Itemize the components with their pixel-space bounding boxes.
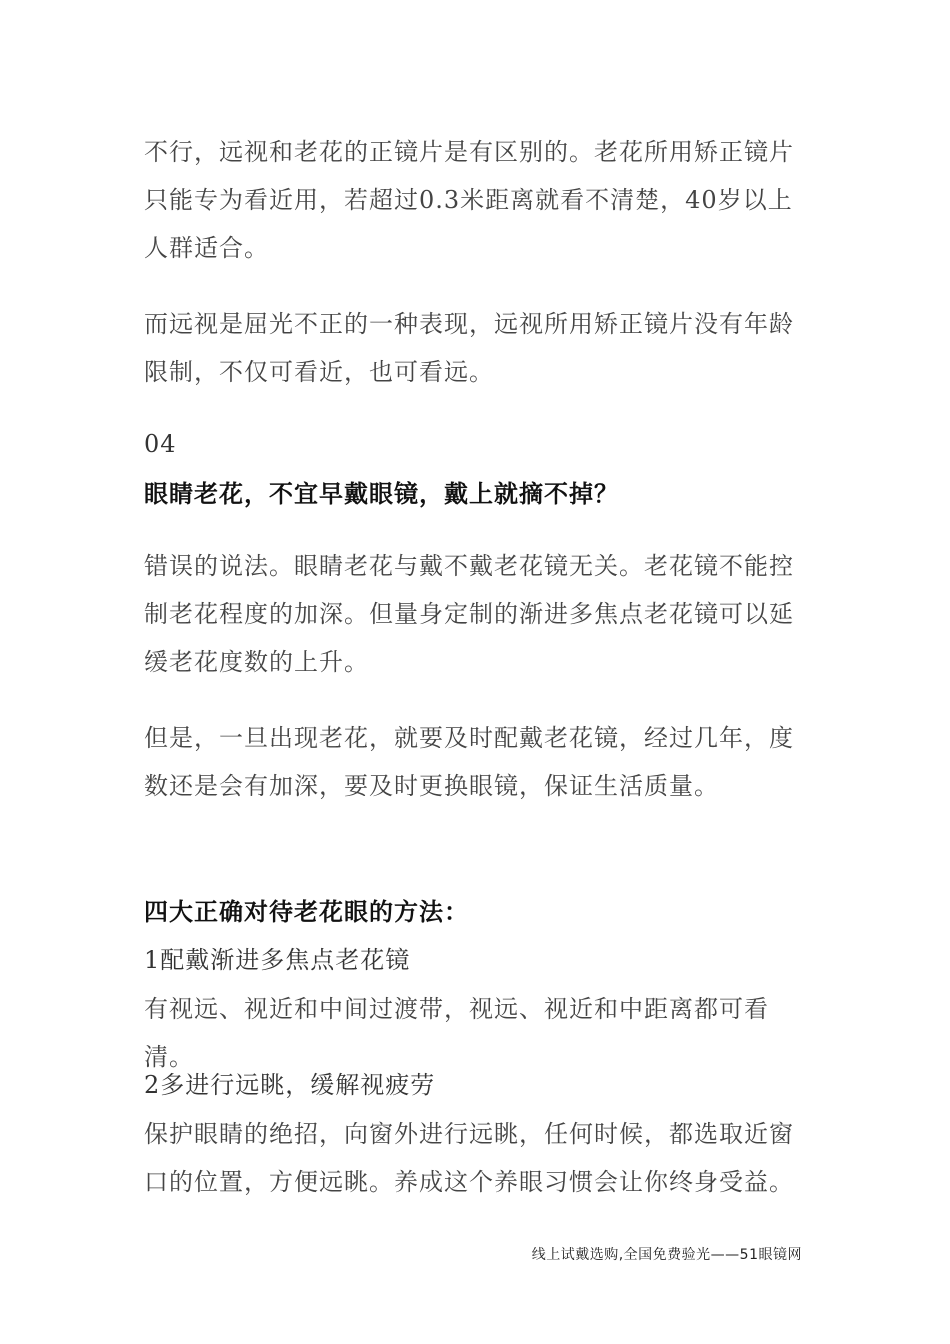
paragraph-presbyopia-vs-hyperopia: 不行，远视和老花的正镜片是有区别的。老花所用矫正镜片只能专为看近用，若超过0.3米距离就看不清楚，40岁以上人群适合。 bbox=[144, 138, 794, 262]
paragraph-wear-glasses-timely: 但是，一旦出现老花，就要及时配戴老花镜，经过几年，度数还是会有加深，要及时更换眼镜，保证生活质量。 bbox=[144, 724, 794, 800]
paragraph-hyperopia: 而远视是屈光不正的一种表现，远视所用矫正镜片没有年龄限制，不仅可看近，也可看远。 bbox=[144, 310, 794, 386]
section-heading: 眼睛老花，不宜早戴眼镜，戴上就摘不掉？ bbox=[144, 479, 619, 508]
page-footer: 线上试戴选购,全国免费验光——51眼镜网 bbox=[531, 1247, 802, 1263]
section-number: 04 bbox=[144, 430, 177, 458]
paragraph-wrong-saying: 错误的说法。眼睛老花与戴不戴老花镜无关。老花镜不能控制老花程度的加深。但量身定制的渐进多焦点老花镜可以延缓老花度数的上升。 bbox=[144, 552, 794, 676]
methods-heading: 四大正确对待老花眼的方法： bbox=[144, 897, 469, 926]
method-item-text: 有视远、视近和中间过渡带，视远、视近和中距离都可看清。 bbox=[144, 995, 769, 1071]
method-item-text: 保护眼睛的绝招，向窗外进行远眺，任何时候，都选取近窗口的位置，方便远眺。养成这个养眼习惯会让你终身受益。 bbox=[144, 1120, 794, 1196]
method-item-title: 1配戴渐进多焦点老花镜 bbox=[144, 946, 411, 974]
method-item-title: 2多进行远眺，缓解视疲劳 bbox=[144, 1071, 436, 1099]
